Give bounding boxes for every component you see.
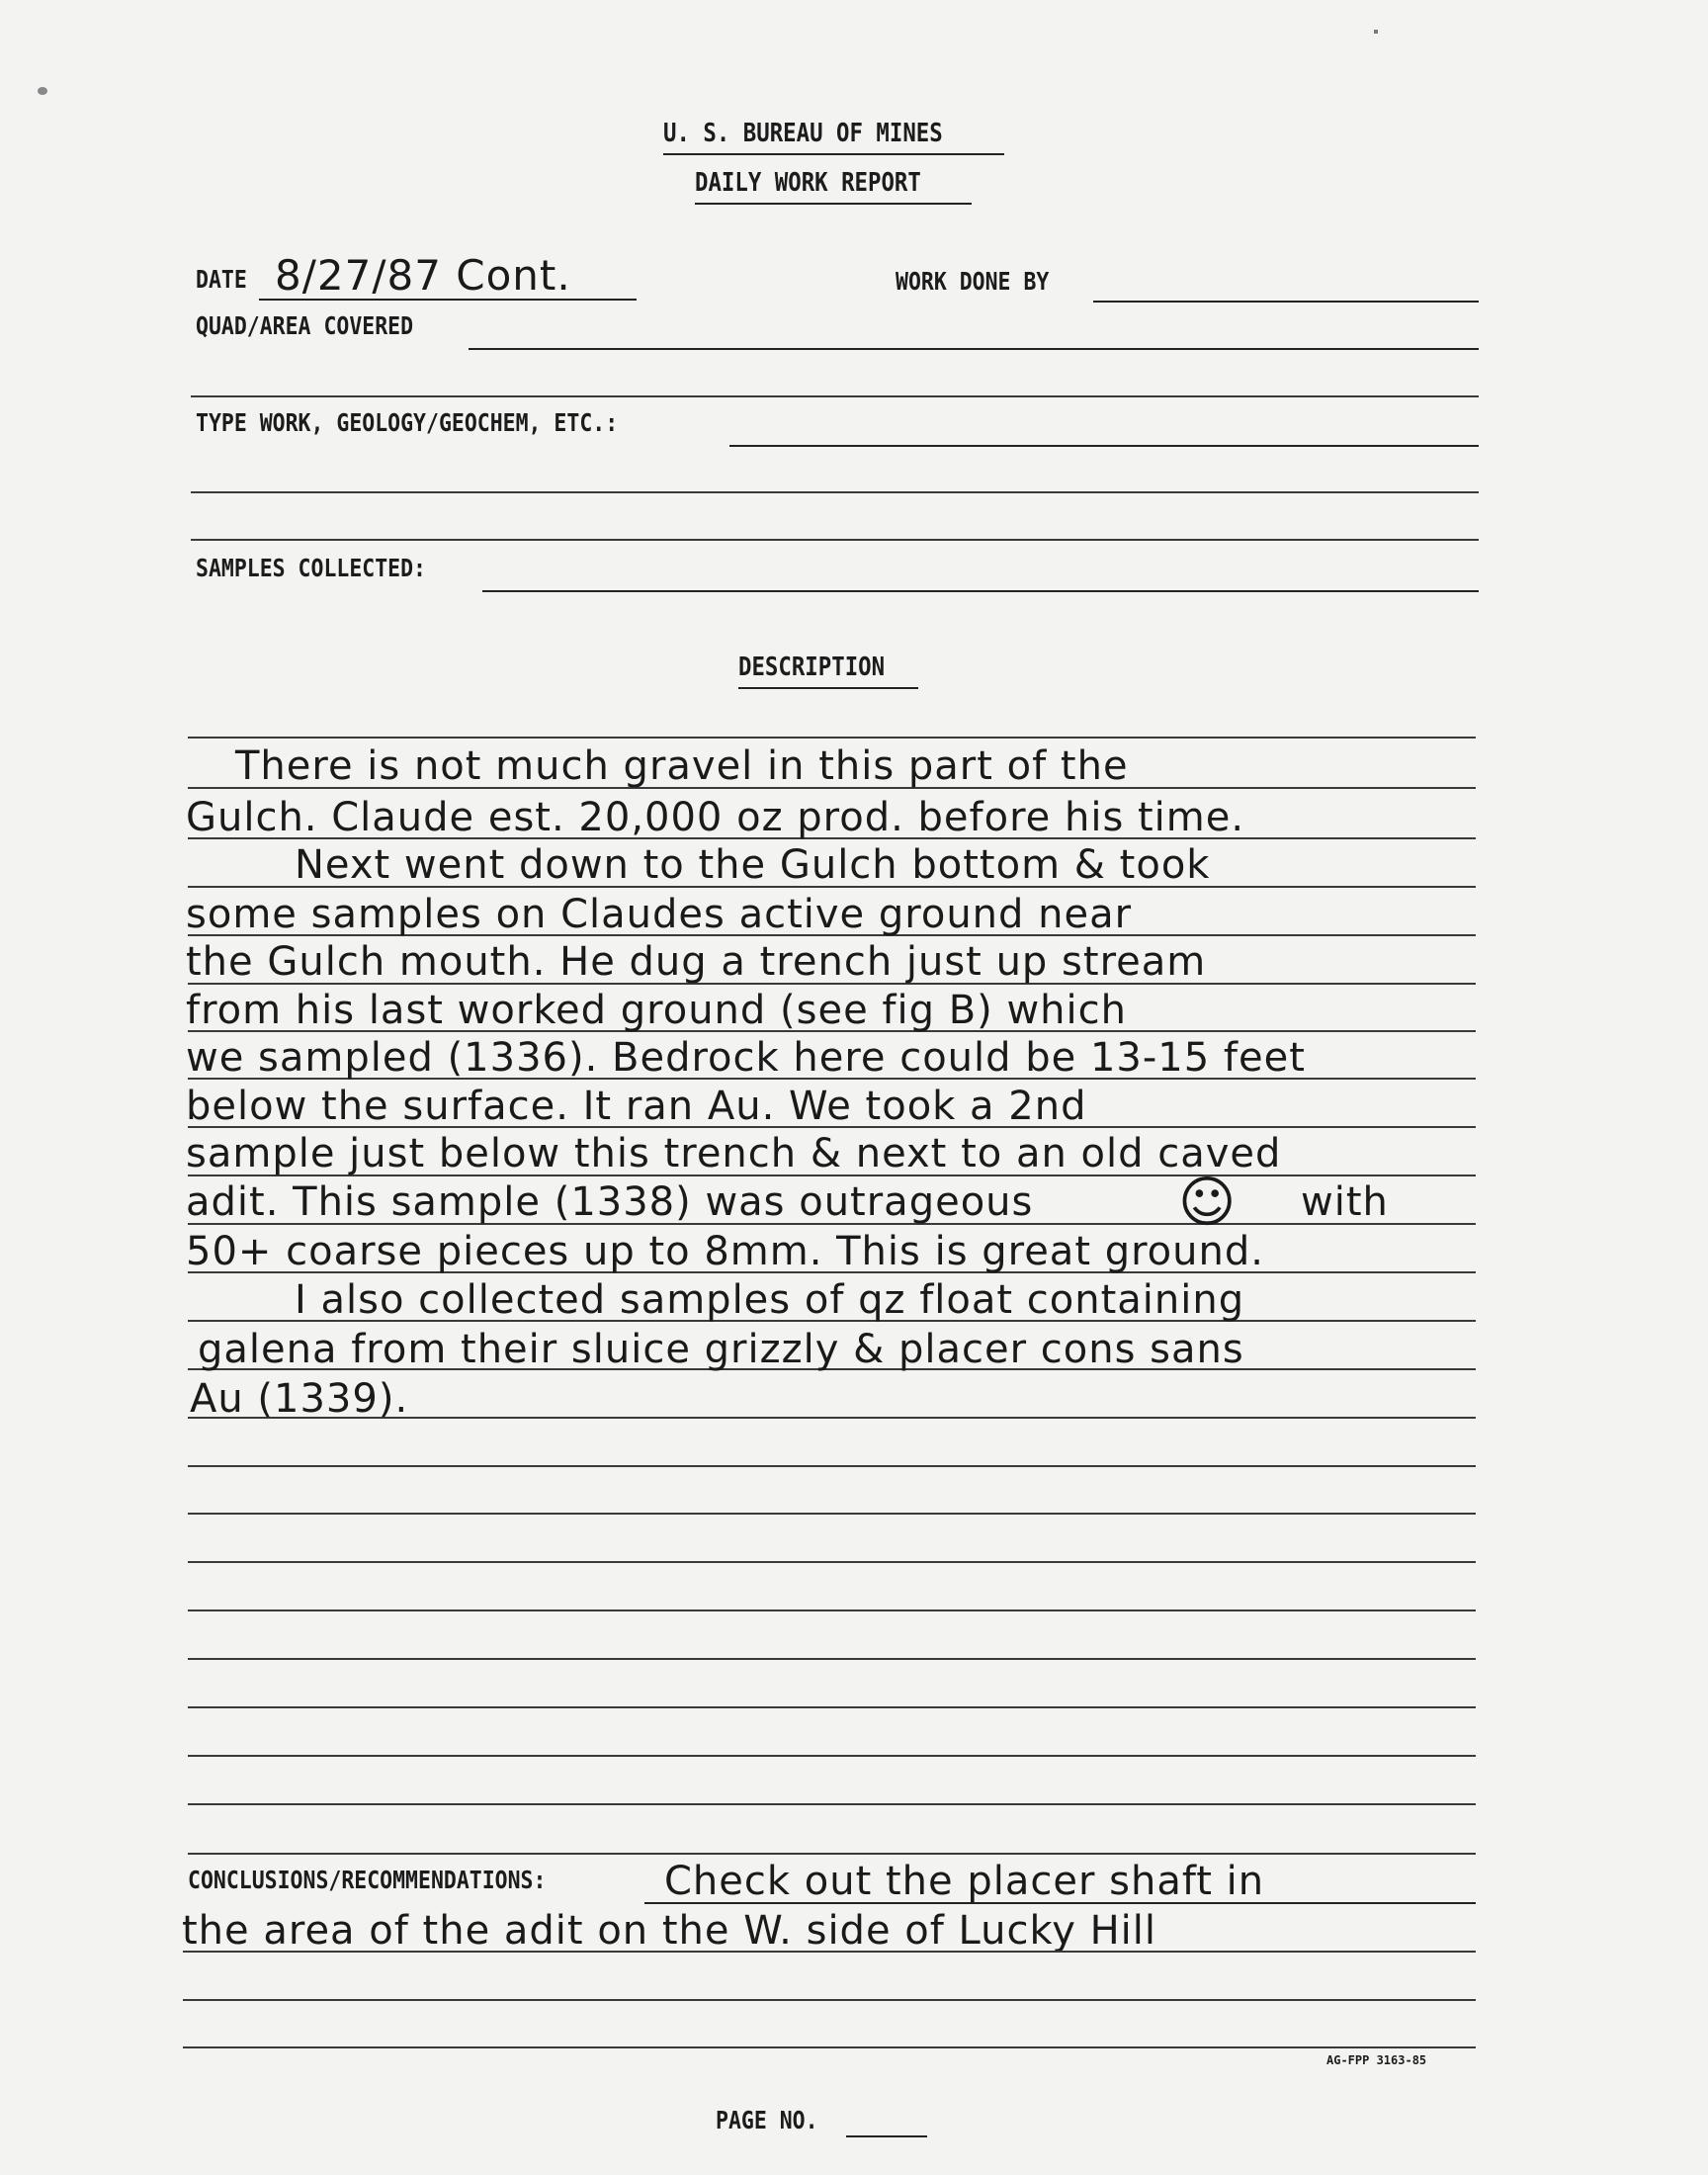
description-line: some samples on Claudes active ground near [186, 892, 1133, 937]
date-underline [259, 299, 637, 301]
date-label: DATE [196, 265, 247, 294]
date-value[interactable]: 8/27/87 Cont. [275, 251, 571, 300]
desc-rule [188, 1803, 1476, 1805]
description-heading: DESCRIPTION [738, 652, 886, 682]
smiley-face-icon: ☺ [1178, 1171, 1238, 1235]
type-work-label: TYPE WORK, GEOLOGY/GEOCHEM, ETC.: [196, 408, 619, 437]
scan-speck [38, 87, 47, 95]
page-number-label: PAGE NO. [716, 2106, 818, 2134]
description-line: Au (1339). [190, 1376, 409, 1422]
conclusions-rule [183, 1951, 1476, 1953]
description-line: adit. This sample (1338) was outrageous [186, 1179, 1034, 1225]
desc-rule [188, 1853, 1476, 1855]
agency-title-underline [663, 153, 1004, 155]
desc-rule [188, 1610, 1476, 1611]
quad-area-field-line2[interactable] [191, 395, 1479, 397]
type-work-field[interactable] [729, 445, 1479, 447]
work-done-by-label: WORK DONE BY [896, 267, 1050, 296]
work-done-by-field[interactable] [1093, 301, 1479, 303]
description-line: from his last worked ground (see fig B) which [186, 988, 1127, 1033]
desc-rule [188, 1465, 1476, 1467]
conclusions-rule [183, 1999, 1476, 2001]
description-line: galena from their sluice grizzly & placer cons sans [198, 1327, 1244, 1372]
scan-speck [1374, 30, 1378, 34]
form-number: AG-FPP 3163-85 [1326, 2053, 1427, 2067]
description-line: 50+ coarse pieces up to 8mm. This is great ground. [186, 1229, 1264, 1274]
description-line: I also collected samples of qz float containing [295, 1277, 1245, 1323]
desc-rule [188, 1706, 1476, 1708]
samples-label: SAMPLES COLLECTED: [196, 554, 427, 582]
type-work-field-line3[interactable] [191, 539, 1479, 541]
samples-field[interactable] [482, 590, 1479, 592]
description-line: Next went down to the Gulch bottom & took [295, 842, 1211, 888]
description-line-tail: with [1301, 1179, 1389, 1225]
description-line: the Gulch mouth. He dug a trench just up stream [186, 939, 1207, 985]
description-line: we sampled (1336). Bedrock here could be 13-15 feet [186, 1035, 1306, 1081]
description-line: below the surface. It ran Au. We took a 2nd [186, 1084, 1087, 1129]
conclusions-field[interactable] [644, 1902, 1476, 1904]
desc-rule [188, 1513, 1476, 1515]
conclusions-label: CONCLUSIONS/RECOMMENDATIONS: [188, 1866, 547, 1894]
report-title-underline [695, 203, 972, 205]
conclusions-line: Check out the placer shaft in [664, 1859, 1265, 1904]
description-line: sample just below this trench & next to an old caved [186, 1131, 1282, 1176]
desc-rule [188, 1658, 1476, 1660]
page-number-field[interactable] [846, 2135, 927, 2137]
description-line: Gulch. Claude est. 20,000 oz prod. before his time. [186, 795, 1245, 840]
report-title: DAILY WORK REPORT [695, 168, 921, 198]
desc-rule [188, 1755, 1476, 1757]
quad-area-label: QUAD/AREA COVERED [196, 311, 414, 340]
conclusions-line: the area of the adit on the W. side of Lucky Hill [182, 1908, 1157, 1954]
description-line: There is not much gravel in this part of the [235, 743, 1129, 789]
conclusions-rule [183, 2046, 1476, 2048]
agency-title: U. S. BUREAU OF MINES [663, 119, 943, 148]
desc-rule [188, 1561, 1476, 1563]
description-heading-underline [738, 687, 918, 689]
desc-rule [188, 737, 1476, 739]
type-work-field-line2[interactable] [191, 491, 1479, 493]
quad-area-field[interactable] [469, 348, 1479, 350]
